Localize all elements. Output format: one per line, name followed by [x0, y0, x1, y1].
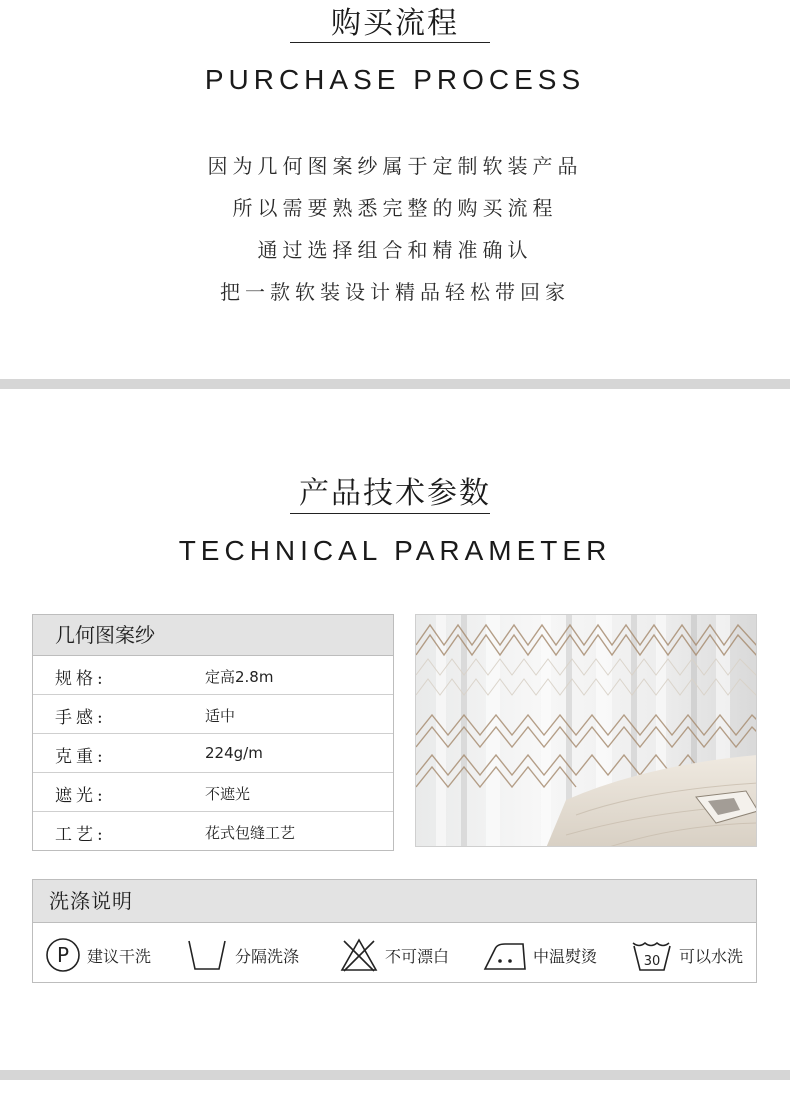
svg-text:30: 30	[643, 954, 661, 969]
param-label: 规格:	[55, 669, 107, 689]
technical-title-en: TECHNICAL PARAMETER	[178, 535, 612, 566]
dry-clean-p-icon	[45, 937, 81, 973]
param-value: 不遮光	[205, 785, 251, 803]
table-row	[33, 734, 393, 773]
param-value: 224g/m	[205, 744, 263, 762]
parameter-table	[32, 614, 394, 851]
param-value: 定高2.8m	[205, 668, 274, 686]
wash-item-no-bleach	[339, 937, 449, 973]
purchase-title-cn: 购买流程	[331, 6, 459, 41]
purchase-line-3: 通过选择组合和精准确认	[257, 238, 533, 262]
purchase-line-2: 所以需要熟悉完整的购买流程	[232, 196, 558, 220]
basin-separate-icon	[185, 937, 229, 973]
wash-item-iron	[483, 937, 597, 973]
wash-label: 可以水洗	[679, 946, 744, 966]
table-row	[33, 812, 393, 850]
technical-title-rule	[290, 513, 490, 514]
iron-medium-icon	[483, 937, 527, 973]
wash-item-water-wash	[631, 937, 743, 973]
table-row	[33, 656, 393, 695]
no-bleach-icon	[339, 937, 379, 973]
param-label: 工艺:	[55, 825, 107, 845]
bottom-divider-band	[0, 1070, 790, 1080]
purchase-line-4: 把一款软装设计精品轻松带回家	[220, 280, 570, 304]
table-row	[33, 773, 393, 812]
wash-label: 不可漂白	[385, 946, 450, 966]
param-value: 适中	[205, 707, 236, 725]
svg-text:P: P	[56, 943, 70, 967]
washing-title: 洗涤说明	[33, 880, 756, 923]
washing-icons-row	[33, 923, 756, 983]
purchase-title-rule	[290, 42, 490, 43]
param-label: 手感:	[55, 708, 107, 728]
purchase-title-en: PURCHASE PROCESS	[204, 64, 586, 95]
wash-30-icon	[631, 937, 673, 973]
technical-title-cn: 产品技术参数	[299, 476, 491, 511]
curtain-photo	[415, 614, 757, 847]
table-row	[33, 695, 393, 734]
param-label: 克重:	[55, 747, 107, 767]
purchase-line-1: 因为几何图案纱属于定制软装产品	[207, 154, 583, 178]
wash-item-separate	[185, 937, 299, 973]
param-value: 花式包缝工艺	[205, 824, 296, 842]
param-label: 遮光:	[55, 786, 107, 806]
section-divider-band	[0, 379, 790, 389]
product-name: 几何图案纱	[33, 615, 393, 656]
wash-item-dry-clean	[45, 937, 151, 973]
wash-label: 中温熨烫	[533, 946, 598, 966]
wash-label: 分隔洗涤	[235, 946, 300, 966]
wash-label: 建议干洗	[87, 946, 152, 966]
washing-instructions	[32, 879, 757, 983]
